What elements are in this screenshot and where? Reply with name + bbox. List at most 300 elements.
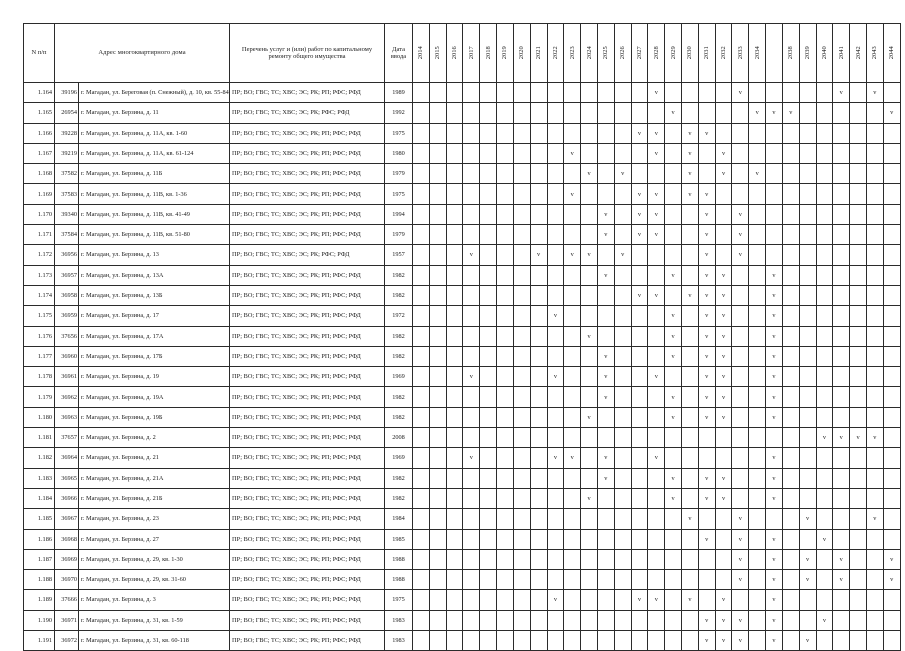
year-cell [530,367,547,387]
header-year-col [513,24,530,83]
check-mark: v [705,494,709,502]
year-cell [715,83,732,103]
year-cell [732,346,749,366]
year-cell [446,225,463,245]
check-mark: v [705,637,709,645]
check-mark: v [738,535,742,543]
year-cell [446,387,463,407]
year-cell [614,448,631,468]
year-cell [446,285,463,305]
check-mark: v [587,413,591,421]
year-cell [715,225,732,245]
year-cell [866,143,883,163]
year-cell [429,346,446,366]
year-cell [648,590,665,610]
check-mark: v [721,170,726,178]
header-year-col [648,24,665,83]
year-cell [648,326,665,346]
house-address: г. Магадан, ул. Берзина, д. 11А, кв. 61-124 [79,143,230,163]
year-cell [530,387,547,407]
year-cell [513,285,530,305]
year-cell [799,631,816,651]
year-cell [648,387,665,407]
year-cell [833,387,850,407]
check-mark: v [637,292,642,300]
check-mark: v [738,210,742,218]
year-cell [463,428,480,448]
year-cell [530,83,547,103]
year-cell [597,549,614,569]
commission-year: 2008 [385,428,413,448]
commission-year: 1982 [385,488,413,508]
year-cell [513,103,530,123]
year-cell [698,428,715,448]
year-cell [749,509,766,529]
year-cell [564,123,581,143]
year-cell [581,468,598,488]
year-cell [463,407,480,427]
check-mark: v [738,576,742,584]
house-code: 37582 [55,164,79,184]
year-cell [766,306,783,326]
year-cell [698,184,715,204]
check-mark: v [738,555,742,563]
year-cell [530,265,547,285]
year-cell [883,448,900,468]
table-row [24,184,901,204]
year-cell [564,428,581,448]
check-mark: v [637,129,642,137]
year-cell [648,428,665,448]
year-cell [648,164,665,184]
year-cell [816,509,833,529]
year-cell [564,529,581,549]
year-cell [883,367,900,387]
year-cell [413,610,430,630]
year-cell [866,83,883,103]
year-cell [648,549,665,569]
year-cell [413,184,430,204]
commission-year: 1969 [385,367,413,387]
works-list: ПР; ВО; ГВС; ТС; ХВС; ЭС; РК; РП; РФС; РФД [230,123,385,143]
header-year-label: 2034 [753,46,761,60]
header-year-label: 2031 [702,46,710,60]
check-mark: v [789,109,793,117]
year-cell [833,285,850,305]
year-cell [648,407,665,427]
year-cell [766,346,783,366]
year-cell [698,103,715,123]
check-mark: v [822,535,826,543]
year-cell [480,123,497,143]
works-list: ПР; ВО; ГВС; ТС; ХВС; ЭС; РК; РП; РФС; РФД [230,285,385,305]
check-mark: v [671,312,675,320]
year-cell [497,143,514,163]
works-list: ПР; ВО; ГВС; ТС; ХВС; ЭС; РК; РП; РФС; РФД [230,448,385,468]
year-cell [682,631,699,651]
year-cell [547,610,564,630]
year-cell [631,225,648,245]
year-cell [581,367,598,387]
year-cell [446,143,463,163]
header-year-label: 2043 [871,46,879,60]
year-cell [766,631,783,651]
row-number: 1.175 [24,306,55,326]
year-cell [530,570,547,590]
year-cell [715,549,732,569]
year-cell [866,570,883,590]
table-row [24,143,901,163]
year-cell [782,225,799,245]
works-list: ПР; ВО; ГВС; ТС; ХВС; ЭС; РК; РП; РФС; РФД [230,610,385,630]
year-cell [715,123,732,143]
year-cell [648,509,665,529]
year-cell [463,488,480,508]
year-cell [749,285,766,305]
year-cell [850,306,867,326]
year-cell [833,448,850,468]
year-cell [782,204,799,224]
commission-year: 1983 [385,610,413,630]
check-mark: v [839,555,843,563]
year-cell [429,407,446,427]
table-row [24,448,901,468]
year-cell [665,184,682,204]
year-cell [665,468,682,488]
year-cell [715,184,732,204]
header-year-label: 2033 [736,46,744,60]
year-cell [766,570,783,590]
year-cell [866,265,883,285]
check-mark: v [721,332,726,340]
header-year-label: 2023 [568,46,576,60]
check-mark: v [688,292,692,300]
year-cell [833,184,850,204]
check-mark: v [671,494,675,502]
year-cell [682,164,699,184]
year-cell [732,570,749,590]
year-cell [732,204,749,224]
year-cell [413,448,430,468]
check-mark: v [856,434,860,442]
header-year-col [833,24,850,83]
year-cell [446,164,463,184]
year-cell [614,631,631,651]
year-cell [749,184,766,204]
year-cell [883,245,900,265]
year-cell [850,468,867,488]
year-cell [497,83,514,103]
works-list: ПР; ВО; ГВС; ТС; ХВС; ЭС; РК; РП; РФС; РФД [230,306,385,326]
row-number: 1.191 [24,631,55,651]
header-year-label: 2030 [686,46,694,60]
year-cell [715,631,732,651]
year-cell [665,123,682,143]
year-cell [698,143,715,163]
year-cell [782,103,799,123]
year-cell [429,143,446,163]
table-row [24,468,901,488]
year-cell [665,570,682,590]
year-cell [749,143,766,163]
check-mark: v [705,535,709,543]
year-cell [581,407,598,427]
house-address: г. Магадан, ул. Берзина, д. 21 [79,448,230,468]
year-cell [749,428,766,448]
works-list: ПР; ВО; ГВС; ТС; ХВС; ЭС; РК; РП; РФС; РФД [230,488,385,508]
year-cell [782,448,799,468]
year-cell [530,184,547,204]
year-cell [413,509,430,529]
year-cell [833,204,850,224]
year-cell [799,488,816,508]
year-cell [682,428,699,448]
house-address: г. Магадан, ул. Берзина, д. 13А [79,265,230,285]
check-mark: v [721,494,726,502]
year-cell [497,488,514,508]
row-number: 1.176 [24,326,55,346]
year-cell [547,346,564,366]
year-cell [698,407,715,427]
year-cell [816,103,833,123]
year-cell [413,225,430,245]
check-mark: v [671,413,675,421]
year-cell [581,570,598,590]
year-cell [648,103,665,123]
year-cell [833,346,850,366]
year-cell [429,306,446,326]
row-number: 1.184 [24,488,55,508]
year-cell [732,448,749,468]
year-cell [665,590,682,610]
year-cell [866,103,883,123]
year-cell [850,610,867,630]
year-cell [631,204,648,224]
year-cell [766,549,783,569]
year-cell [480,570,497,590]
year-cell [480,265,497,285]
year-cell [799,549,816,569]
house-address: г. Магадан, ул. Берзина, д. 17А [79,326,230,346]
year-cell [866,488,883,508]
row-number: 1.178 [24,367,55,387]
year-cell [816,346,833,366]
year-cell [766,529,783,549]
year-cell [833,570,850,590]
year-cell [497,407,514,427]
year-cell [463,306,480,326]
year-cell [513,184,530,204]
year-cell [698,245,715,265]
house-code: 36958 [55,285,79,305]
year-cell [883,509,900,529]
year-cell [581,164,598,184]
year-cell [564,204,581,224]
year-cell [413,346,430,366]
year-cell [816,631,833,651]
year-cell [446,610,463,630]
year-cell [665,407,682,427]
year-cell [413,428,430,448]
header-year-col [581,24,598,83]
year-cell [413,488,430,508]
house-code: 37656 [55,326,79,346]
year-cell [799,143,816,163]
year-cell [530,407,547,427]
year-cell [682,549,699,569]
commission-year: 1975 [385,590,413,610]
year-cell [648,631,665,651]
year-cell [597,529,614,549]
year-cell [597,407,614,427]
year-cell [497,346,514,366]
year-cell [782,509,799,529]
year-cell [665,164,682,184]
year-cell [866,407,883,427]
check-mark: v [604,393,608,401]
check-mark: v [705,251,709,259]
year-cell [766,143,783,163]
year-cell [766,103,783,123]
year-cell [497,204,514,224]
year-cell [513,123,530,143]
year-cell [530,346,547,366]
year-cell [581,448,598,468]
year-cell [530,326,547,346]
check-mark: v [604,271,608,279]
year-cell [850,549,867,569]
year-cell [597,103,614,123]
commission-year: 1988 [385,549,413,569]
table-row [24,549,901,569]
works-list: ПР; ВО; ГВС; ТС; ХВС; ЭС; РК; РП; РФС; РФД [230,326,385,346]
year-cell [480,306,497,326]
year-cell [883,103,900,123]
row-number: 1.173 [24,265,55,285]
year-cell [883,610,900,630]
year-cell [850,265,867,285]
year-cell [413,549,430,569]
year-cell [581,509,598,529]
year-cell [698,346,715,366]
year-cell [648,225,665,245]
year-cell [581,265,598,285]
year-cell [883,468,900,488]
year-cell [715,204,732,224]
year-cell [413,326,430,346]
row-number: 1.190 [24,610,55,630]
year-cell [883,346,900,366]
year-cell [413,529,430,549]
year-cell [413,570,430,590]
year-cell [766,285,783,305]
year-cell [530,448,547,468]
year-cell [766,204,783,224]
year-cell [547,428,564,448]
year-cell [413,387,430,407]
check-mark: v [738,616,742,624]
year-cell [446,509,463,529]
year-cell [614,590,631,610]
works-list: ПР; ВО; ГВС; ТС; ХВС; ЭС; РК; РП; РФС; РФД [230,428,385,448]
year-cell [547,549,564,569]
check-mark: v [806,555,810,563]
year-cell [682,529,699,549]
check-mark: v [654,210,658,218]
year-cell [446,306,463,326]
year-cell [749,570,766,590]
year-cell [530,509,547,529]
check-mark: v [553,312,557,320]
row-number: 1.185 [24,509,55,529]
year-cell [665,488,682,508]
year-cell [665,326,682,346]
table-row [24,387,901,407]
year-cell [850,428,867,448]
year-cell [513,326,530,346]
year-cell [732,488,749,508]
year-cell [850,326,867,346]
year-cell [782,570,799,590]
year-cell [480,184,497,204]
year-cell [446,407,463,427]
year-cell [866,590,883,610]
year-cell [732,549,749,569]
year-cell [631,570,648,590]
year-cell [513,367,530,387]
year-cell [631,285,648,305]
year-cell [513,468,530,488]
check-mark: v [772,271,776,279]
year-cell [413,306,430,326]
year-cell [698,367,715,387]
year-cell [850,164,867,184]
check-mark: v [570,251,574,259]
house-code: 36969 [55,549,79,569]
check-mark: v [654,190,658,198]
year-cell [833,123,850,143]
year-cell [513,204,530,224]
row-number: 1.189 [24,590,55,610]
year-cell [614,407,631,427]
year-cell [799,123,816,143]
year-cell [631,428,648,448]
year-cell [547,204,564,224]
year-cell [850,285,867,305]
year-cell [463,83,480,103]
year-cell [766,326,783,346]
check-mark: v [671,271,675,279]
works-list: ПР; ВО; ГВС; ТС; ХВС; ЭС; РК; РП; РФС; РФД [230,184,385,204]
year-cell [883,83,900,103]
works-list: ПР; ВО; ГВС; ТС; ХВС; ЭС; РК; РП; РФС; РФД [230,570,385,590]
year-cell [429,225,446,245]
year-cell [648,306,665,326]
row-number: 1.177 [24,346,55,366]
year-cell [766,468,783,488]
year-cell [446,570,463,590]
year-cell [715,143,732,163]
year-cell [581,285,598,305]
year-cell [497,285,514,305]
year-cell [513,428,530,448]
house-address: г. Магадан, ул. Берзина, д. 11 [79,103,230,123]
year-cell [446,529,463,549]
check-mark: v [839,576,843,584]
year-cell [866,184,883,204]
year-cell [883,306,900,326]
year-cell [446,631,463,651]
